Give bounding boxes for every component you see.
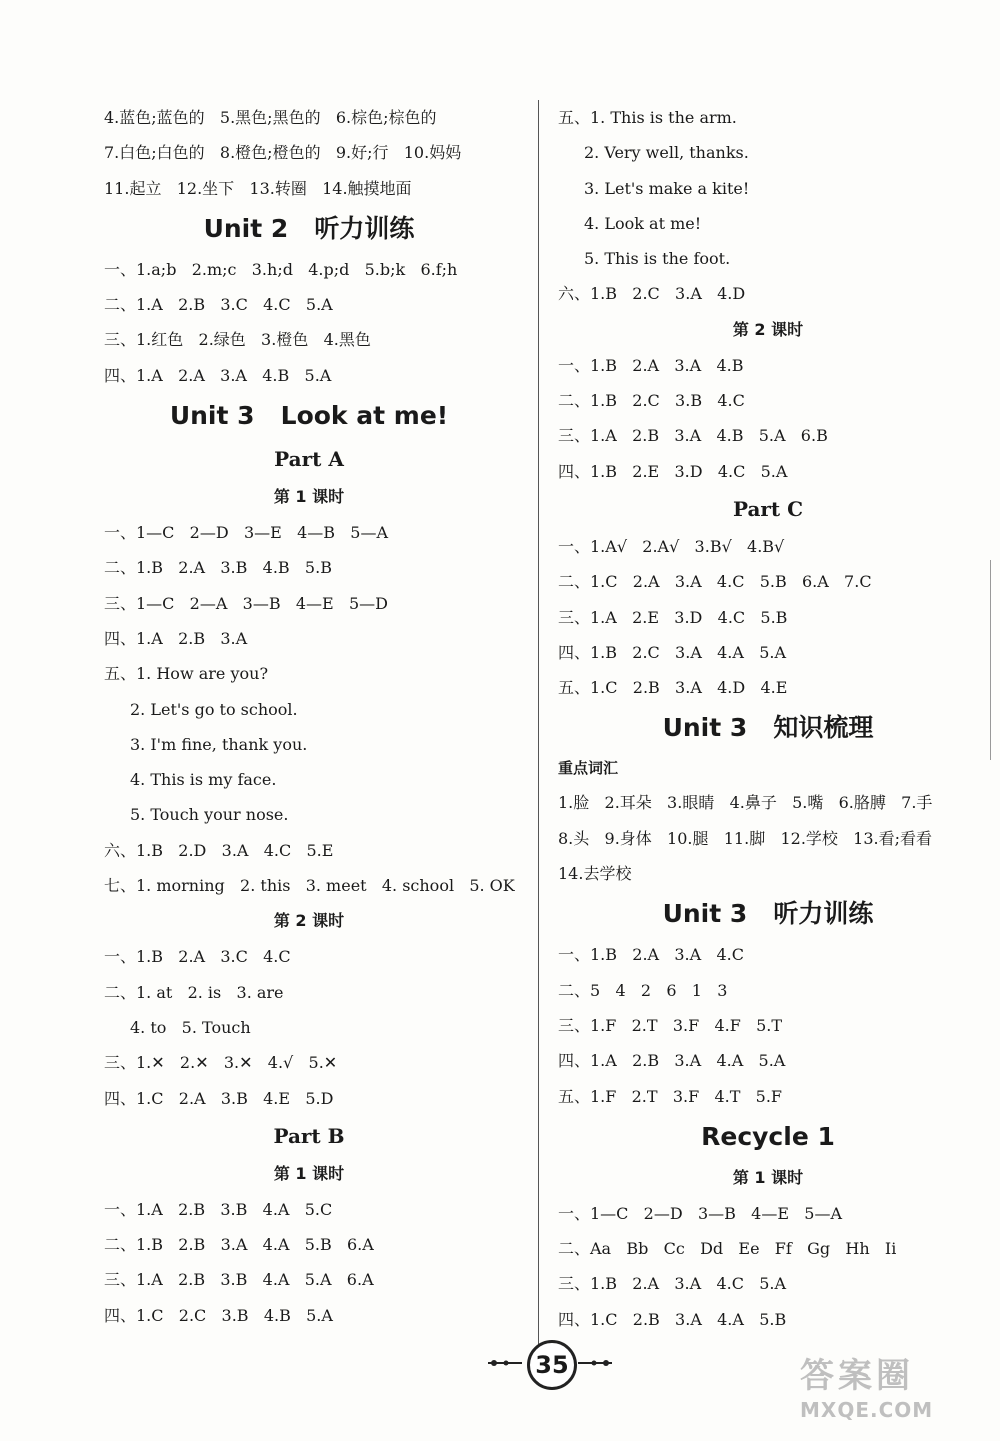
answer-line: 4.蓝色;蓝色的 5.黑色;黑色的 6.棕色;棕色的 (104, 108, 437, 127)
lesson-1-title: 第 1 课时 (273, 1163, 345, 1183)
page-footer (480, 1332, 620, 1392)
answer-line: 四、1.C 2.B 3.A 4.A 5.B (558, 1309, 787, 1329)
answer-line: 一、1.A 2.B 3.B 4.A 5.C (104, 1199, 333, 1219)
lesson-1-title: 第 1 课时 (732, 1167, 804, 1187)
answer-line: 二、1.B 2.C 3.B 4.C (558, 391, 745, 411)
part-b-title: Part B (273, 1123, 345, 1148)
answer-line: 三、1.A 2.B 3.B 4.A 5.A 6.A (104, 1270, 374, 1290)
recycle1-title: Recycle 1 (701, 1121, 835, 1151)
page-number: 35 (527, 1340, 577, 1390)
answer-line: 二、Aa Bb Cc Dd Ee Ff Gg Hh Ii (558, 1239, 897, 1259)
answer-line: 二、1.A 2.B 3.C 4.C 5.A (104, 295, 333, 315)
lesson-1-title: 第 1 课时 (273, 487, 345, 507)
answer-line: 11.起立 12.坐下 13.转圈 14.触摸地面 (104, 178, 412, 198)
column-divider (538, 100, 539, 1350)
vocab-line: 1.脸 2.耳朵 3.眼睛 4.鼻子 5.嘴 6.胳膊 7.手 (558, 793, 933, 813)
answer-line: 一、1.a;b 2.m;c 3.h;d 4.p;d 5.b;k 6.f;h (104, 259, 458, 279)
right-column (558, 100, 978, 1337)
lesson-2-title: 第 2 课时 (273, 911, 345, 931)
answer-line: 四、1.B 2.C 3.A 4.A 5.A (558, 642, 787, 662)
answer-line: 二、1. at 2. is 3. are (104, 982, 284, 1002)
answer-line-indented: 2. Very well, thanks. (584, 143, 749, 163)
left-ornament-icon (486, 1358, 524, 1368)
key-vocabulary-heading: 重点词汇 (558, 759, 619, 778)
answer-line: 7.白色;白色的 8.橙色;橙色的 9.好;行 10.妈妈 (104, 143, 462, 163)
answer-line: 四、1.A 2.A 3.A 4.B 5.A (104, 365, 332, 385)
answer-line: 四、1.C 2.A 3.B 4.E 5.D (104, 1088, 334, 1108)
answer-line-indented: 4. Look at me! (584, 213, 702, 233)
answer-line-indented: 3. I'm fine, thank you. (130, 734, 308, 754)
answer-line: 五、1.F 2.T 3.F 4.T 5.F (558, 1086, 783, 1106)
watermark-logo (800, 1355, 990, 1435)
answer-line: 五、1. How are you? (104, 664, 269, 684)
answer-line: 二、1.B 2.A 3.B 4.B 5.B (104, 558, 332, 578)
lesson-2-title: 第 2 课时 (732, 319, 804, 339)
left-column (104, 100, 514, 1333)
part-a-title: Part A (274, 447, 344, 472)
answer-line-indented: 2. Let's go to school. (130, 699, 298, 719)
answer-line: 三、1.B 2.A 3.A 4.C 5.A (558, 1274, 787, 1294)
answer-line-indented: 5. Touch your nose. (130, 805, 289, 825)
answer-line: 三、1.红色 2.绿色 3.橙色 4.黑色 (104, 330, 371, 350)
watermark-url: MXQE.COM (800, 1398, 934, 1422)
answer-line-indented: 4. to 5. Touch (130, 1017, 251, 1037)
answer-line-indented: 3. Let's make a kite! (584, 178, 750, 198)
answer-line: 五、1.C 2.B 3.A 4.D 4.E (558, 678, 788, 698)
answer-line-indented: 4. This is my face. (130, 770, 277, 790)
answer-line: 一、1.B 2.A 3.A 4.C (558, 945, 744, 965)
answer-line: 二、1.B 2.B 3.A 4.A 5.B 6.A (104, 1235, 374, 1255)
answer-line: 一、1.B 2.A 3.A 4.B (558, 355, 744, 375)
right-ornament-icon (576, 1358, 614, 1368)
answer-line: 四、1.B 2.E 3.D 4.C 5.A (558, 461, 788, 481)
answer-line: 四、1.A 2.B 3.A 4.A 5.A (558, 1051, 786, 1071)
unit3-knowledge-title: Unit 3 知识梳理 (662, 713, 874, 743)
answer-line: 二、1.C 2.A 3.A 4.C 5.B 6.A 7.C (558, 572, 872, 592)
answer-line-indented: 5. This is the foot. (584, 249, 731, 269)
answer-line: 四、1.C 2.C 3.B 4.B 5.A (104, 1305, 333, 1325)
answer-line: 三、1—C 2—A 3—B 4—E 5—D (104, 593, 388, 613)
page-edge-mark (990, 560, 991, 760)
answer-line: 三、1.A 2.E 3.D 4.C 5.B (558, 607, 788, 627)
vocab-line: 8.头 9.身体 10.腿 11.脚 12.学校 13.看;看看 (558, 828, 932, 848)
answer-line: 六、1.B 2.C 3.A 4.D (558, 284, 746, 304)
answer-line: 四、1.A 2.B 3.A (104, 628, 248, 648)
unit3-listening-title: Unit 3 听力训练 (662, 899, 874, 929)
answer-line: 一、1—C 2—D 3—E 4—B 5—A (104, 523, 388, 543)
answer-line: 二、5 4 2 6 1 3 (558, 980, 728, 1000)
answer-line: 五、1. This is the arm. (558, 108, 737, 127)
vocab-line: 14.去学校 (558, 864, 632, 884)
answer-line: 一、1.A√ 2.A√ 3.B√ 4.B√ (558, 536, 785, 556)
answer-line: 一、1.B 2.A 3.C 4.C (104, 947, 291, 967)
unit3-title: Unit 3 Look at me! (169, 401, 449, 431)
answer-line: 七、1. morning 2. this 3. meet 4. school 5. OK (104, 876, 515, 896)
answer-line: 三、1.✕ 2.✕ 3.✕ 4.√ 5.✕ (104, 1053, 338, 1073)
answer-line: 一、1—C 2—D 3—B 4—E 5—A (558, 1203, 842, 1223)
part-c-title: Part C (732, 496, 804, 521)
answer-line: 三、1.F 2.T 3.F 4.F 5.T (558, 1015, 783, 1035)
watermark-brand: 答案圈 (800, 1356, 914, 1396)
answer-line: 三、1.A 2.B 3.A 4.B 5.A 6.B (558, 426, 828, 446)
answer-line: 六、1.B 2.D 3.A 4.C 5.E (104, 840, 334, 860)
unit2-listening-title: Unit 2 听力训练 (203, 213, 415, 243)
